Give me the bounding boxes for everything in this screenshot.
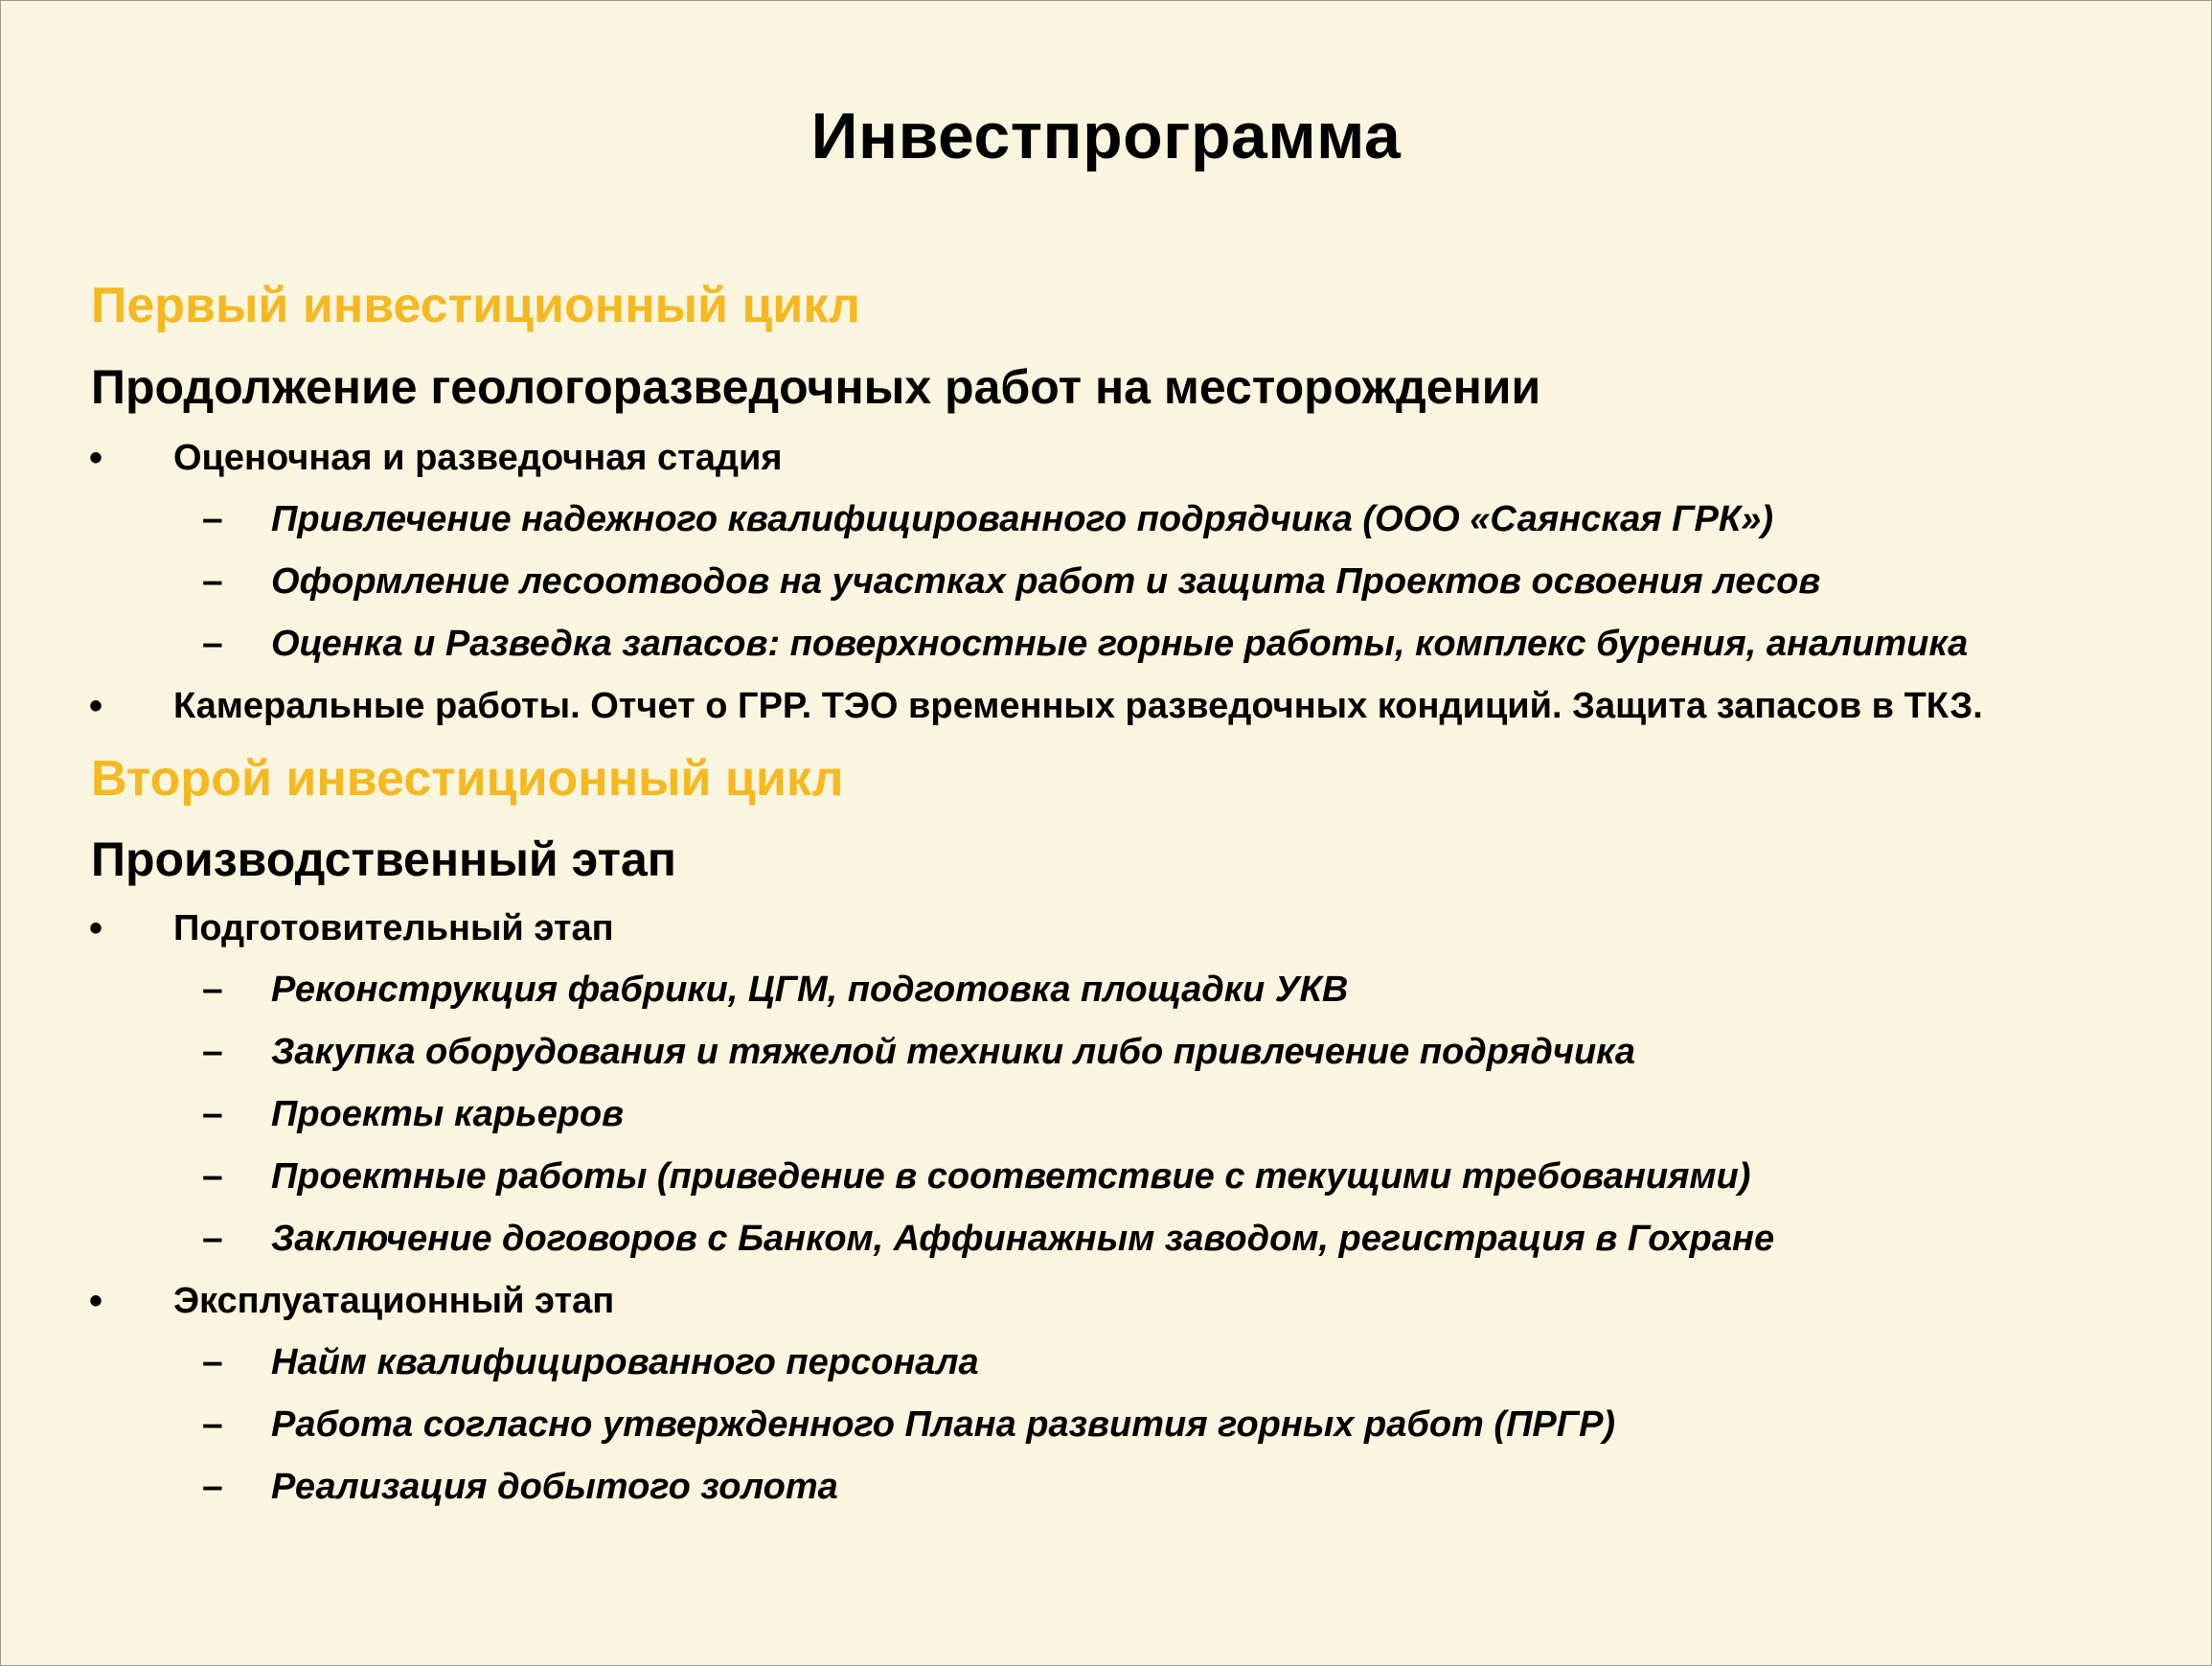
cycle-heading-first: Первый инвестиционный цикл — [91, 278, 861, 333]
dash-icon: – — [202, 1218, 223, 1259]
bullet-icon: • — [89, 907, 103, 949]
bullet-text: Камеральные работы. Отчет о ГРР. ТЭО временных разведочных кондиций. Защита запасов в ТКЗ. — [173, 686, 1983, 726]
subitem-text: Проектные работы (приведение в соответствие с текущими требованиями) — [271, 1156, 1751, 1197]
stage-title-exploration: Продолжение геологоразведочных работ на месторождении — [91, 360, 1541, 414]
dash-icon: – — [202, 969, 223, 1010]
subitem-text: Работа согласно утвержденного Плана развития горных работ (ПРГР) — [271, 1404, 1616, 1445]
stage-title-production: Производственный этап — [91, 833, 677, 886]
dash-icon: – — [202, 1404, 223, 1445]
subitem-text: Привлечение надежного квалифицированного подрядчика (ООО «Саянская ГРК») — [271, 499, 1774, 539]
bullet-icon: • — [89, 437, 103, 479]
subitem-text: Оформление лесоотводов на участках работ и защита Проектов освоения лесов — [271, 561, 1821, 602]
subitem-text: Проекты карьеров — [271, 1094, 625, 1134]
dash-icon: – — [202, 1093, 223, 1134]
bullet-icon: • — [89, 685, 103, 727]
dash-icon: – — [202, 1341, 223, 1382]
dash-icon: – — [202, 623, 223, 664]
subitem-text: Заключение договоров с Банком, Аффинажным заводом, регистрация в Гохране — [271, 1219, 1775, 1259]
dash-icon: – — [202, 1031, 223, 1072]
dash-icon: – — [202, 498, 223, 539]
dash-icon: – — [202, 1466, 223, 1507]
dash-icon: – — [202, 560, 223, 602]
bullet-text: Подготовительный этап — [173, 908, 614, 948]
bullet-text: Эксплуатационный этап — [173, 1281, 615, 1321]
cycle-heading-second: Второй инвестиционный цикл — [91, 751, 844, 807]
subitem-text: Реализация добытого золота — [271, 1467, 838, 1507]
subitem-text: Оценка и Разведка запасов: поверхностные горные работы, комплекс бурения, аналитика — [271, 624, 1969, 664]
bullet-text: Оценочная и разведочная стадия — [173, 438, 783, 478]
subitem-text: Реконструкция фабрики, ЦГМ, подготовка площадки УКВ — [271, 970, 1349, 1010]
subitem-text: Найм квалифицированного персонала — [271, 1342, 979, 1382]
subitem-text: Закупка оборудования и тяжелой техники либо привлечение подрядчика — [271, 1032, 1636, 1072]
slide-title: Инвестпрограмма — [810, 100, 1402, 172]
bullet-icon: • — [89, 1280, 103, 1322]
dash-icon: – — [202, 1155, 223, 1197]
